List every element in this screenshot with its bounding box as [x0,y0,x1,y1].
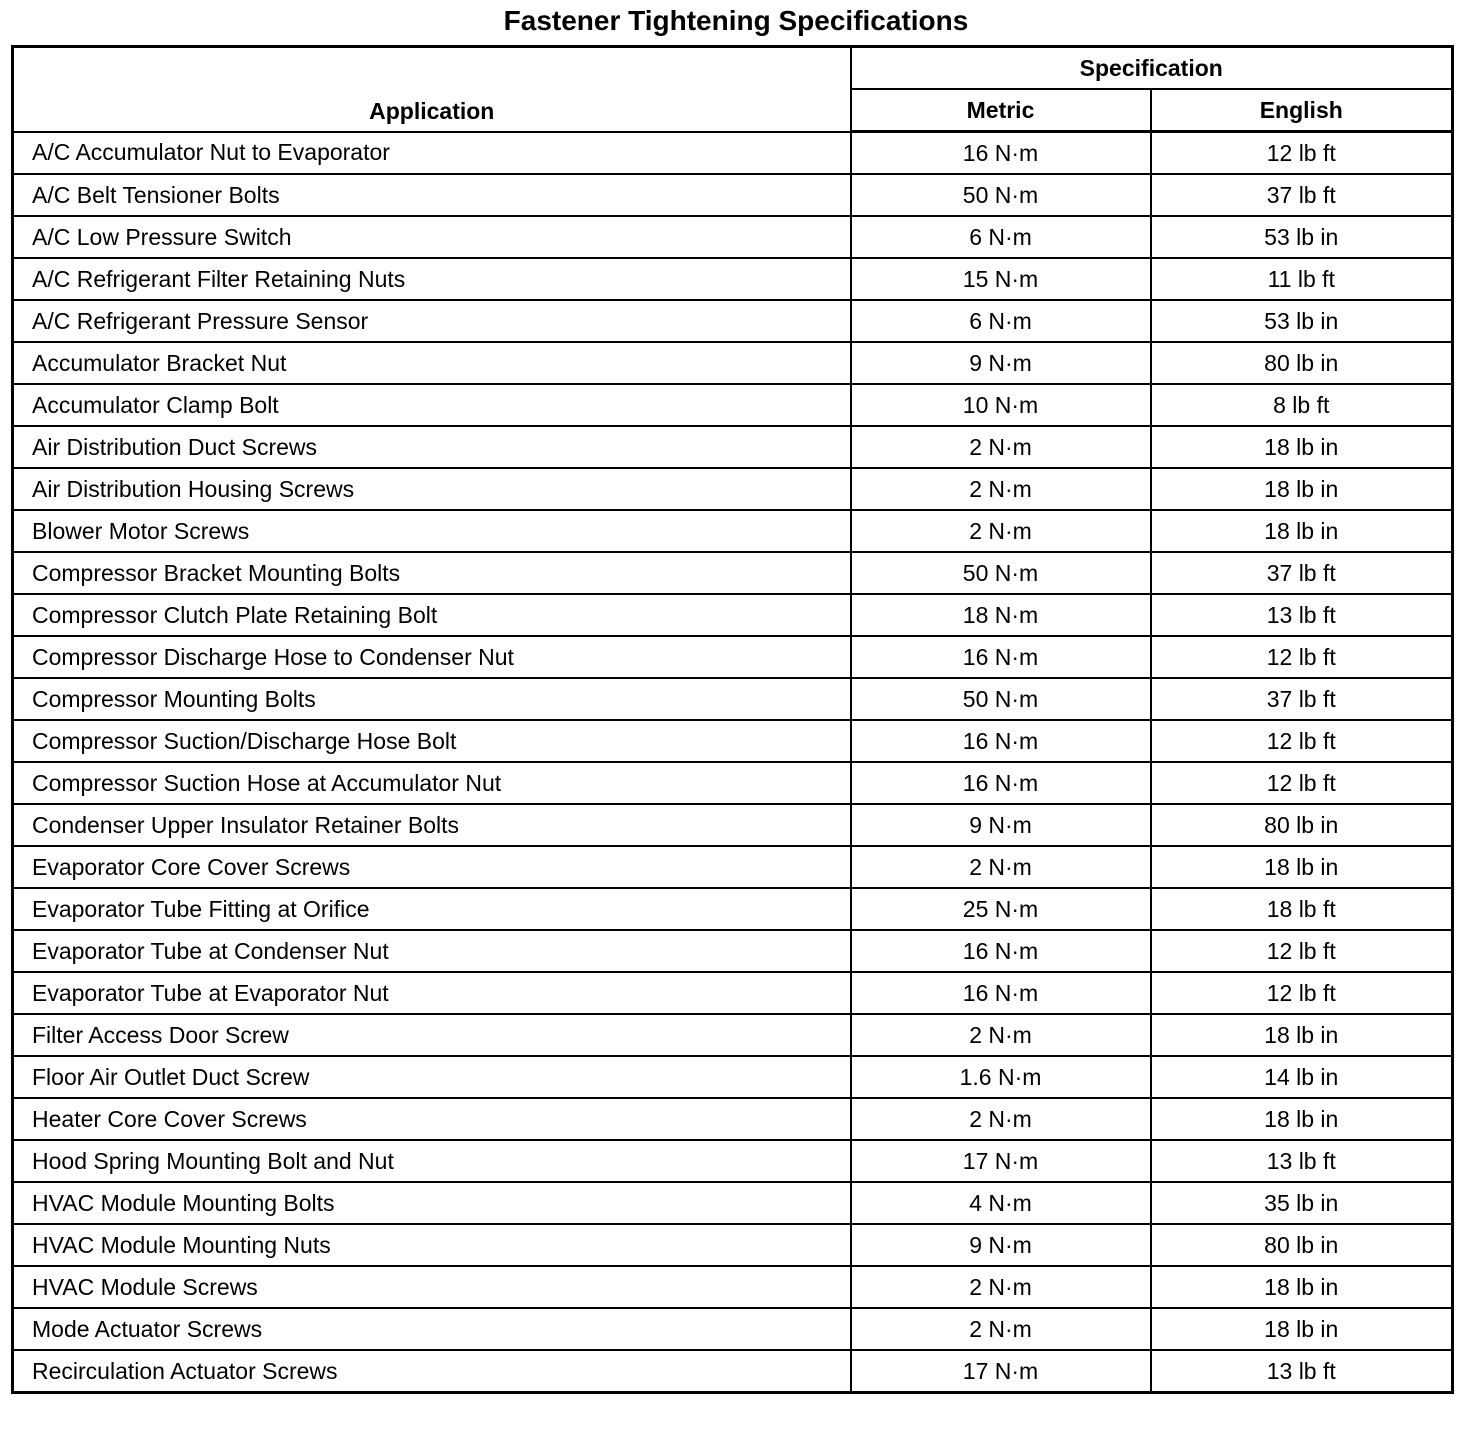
table-row [13,468,1453,510]
metric-cell: 1.6 N·m [851,1056,1151,1098]
english-cell: 37 lb ft [1151,552,1453,594]
table-row [13,1140,1453,1182]
english-cell: 80 lb in [1151,1224,1453,1266]
application-cell: Compressor Suction/Discharge Hose Bolt [13,720,851,762]
english-cell: 37 lb ft [1151,174,1453,216]
english-cell: 13 lb ft [1151,1350,1453,1393]
fastener-spec-table [11,45,1454,1394]
table-row [13,1014,1453,1056]
table-row [13,888,1453,930]
metric-cell: 2 N·m [851,426,1151,468]
english-cell: 13 lb ft [1151,1140,1453,1182]
table-row [13,342,1453,384]
application-cell: A/C Accumulator Nut to Evaporator [13,132,851,175]
application-cell: Air Distribution Duct Screws [13,426,851,468]
metric-cell: 17 N·m [851,1140,1151,1182]
table-row [13,258,1453,300]
table-row [13,636,1453,678]
metric-cell: 16 N·m [851,930,1151,972]
table-row [13,510,1453,552]
table-row [13,720,1453,762]
metric-cell: 15 N·m [851,258,1151,300]
application-cell: Condenser Upper Insulator Retainer Bolts [13,804,851,846]
table-row [13,1308,1453,1350]
application-cell: HVAC Module Mounting Bolts [13,1182,851,1224]
table-row [13,384,1453,426]
english-cell: 12 lb ft [1151,636,1453,678]
table-row [13,846,1453,888]
header-english: English [1151,89,1453,132]
header-metric: Metric [851,89,1151,132]
table-row [13,972,1453,1014]
application-cell: Accumulator Clamp Bolt [13,384,851,426]
application-cell: Evaporator Tube at Condenser Nut [13,930,851,972]
metric-cell: 4 N·m [851,1182,1151,1224]
metric-cell: 2 N·m [851,1308,1151,1350]
metric-cell: 2 N·m [851,1266,1151,1308]
metric-cell: 16 N·m [851,762,1151,804]
application-cell: Heater Core Cover Screws [13,1098,851,1140]
metric-cell: 6 N·m [851,300,1151,342]
metric-cell: 50 N·m [851,552,1151,594]
english-cell: 13 lb ft [1151,594,1453,636]
english-cell: 18 lb in [1151,510,1453,552]
english-cell: 18 lb in [1151,1098,1453,1140]
application-cell: Evaporator Tube at Evaporator Nut [13,972,851,1014]
english-cell: 12 lb ft [1151,972,1453,1014]
metric-cell: 16 N·m [851,972,1151,1014]
table-row [13,174,1453,216]
table-row [13,1182,1453,1224]
english-cell: 12 lb ft [1151,720,1453,762]
application-cell: A/C Low Pressure Switch [13,216,851,258]
english-cell: 35 lb in [1151,1182,1453,1224]
english-cell: 12 lb ft [1151,930,1453,972]
application-cell: A/C Refrigerant Pressure Sensor [13,300,851,342]
table-row [13,594,1453,636]
table-row [13,804,1453,846]
application-cell: Blower Motor Screws [13,510,851,552]
table-row [13,1056,1453,1098]
english-cell: 8 lb ft [1151,384,1453,426]
application-cell: Evaporator Tube Fitting at Orifice [13,888,851,930]
metric-cell: 2 N·m [851,846,1151,888]
english-cell: 18 lb in [1151,426,1453,468]
application-cell: Accumulator Bracket Nut [13,342,851,384]
metric-cell: 2 N·m [851,1014,1151,1056]
application-cell: A/C Refrigerant Filter Retaining Nuts [13,258,851,300]
metric-cell: 10 N·m [851,384,1151,426]
table-row [13,1266,1453,1308]
application-cell: HVAC Module Mounting Nuts [13,1224,851,1266]
english-cell: 37 lb ft [1151,678,1453,720]
application-cell: Floor Air Outlet Duct Screw [13,1056,851,1098]
metric-cell: 2 N·m [851,510,1151,552]
metric-cell: 9 N·m [851,342,1151,384]
english-cell: 18 lb in [1151,468,1453,510]
english-cell: 53 lb in [1151,300,1453,342]
english-cell: 18 lb in [1151,1014,1453,1056]
metric-cell: 50 N·m [851,678,1151,720]
table-row [13,1224,1453,1266]
metric-cell: 25 N·m [851,888,1151,930]
application-cell: Filter Access Door Screw [13,1014,851,1056]
table-row [13,552,1453,594]
metric-cell: 16 N·m [851,132,1151,175]
english-cell: 12 lb ft [1151,132,1453,175]
table-row [13,216,1453,258]
header-specification: Specification [851,47,1453,90]
application-cell: Mode Actuator Screws [13,1308,851,1350]
metric-cell: 6 N·m [851,216,1151,258]
table-header [13,47,1453,132]
table-row [13,762,1453,804]
metric-cell: 2 N·m [851,468,1151,510]
application-cell: Hood Spring Mounting Bolt and Nut [13,1140,851,1182]
english-cell: 11 lb ft [1151,258,1453,300]
metric-cell: 9 N·m [851,804,1151,846]
english-cell: 53 lb in [1151,216,1453,258]
application-cell: Recirculation Actuator Screws [13,1350,851,1393]
application-cell: Compressor Mounting Bolts [13,678,851,720]
page-title: Fastener Tightening Specifications [503,5,969,36]
table-row [13,1350,1453,1393]
english-cell: 18 lb ft [1151,888,1453,930]
header-application: Application [13,47,851,132]
application-cell: Compressor Suction Hose at Accumulator Nut [13,762,851,804]
table-row [13,426,1453,468]
table-body [13,132,1453,1393]
metric-cell: 18 N·m [851,594,1151,636]
english-cell: 18 lb in [1151,1266,1453,1308]
application-cell: Compressor Bracket Mounting Bolts [13,552,851,594]
english-cell: 14 lb in [1151,1056,1453,1098]
metric-cell: 50 N·m [851,174,1151,216]
table-row [13,300,1453,342]
table-row [13,930,1453,972]
application-cell: Compressor Clutch Plate Retaining Bolt [13,594,851,636]
metric-cell: 16 N·m [851,636,1151,678]
english-cell: 80 lb in [1151,342,1453,384]
application-cell: Air Distribution Housing Screws [13,468,851,510]
metric-cell: 16 N·m [851,720,1151,762]
english-cell: 80 lb in [1151,804,1453,846]
application-cell: Compressor Discharge Hose to Condenser Nut [13,636,851,678]
metric-cell: 9 N·m [851,1224,1151,1266]
application-cell: HVAC Module Screws [13,1266,851,1308]
table-row [13,1098,1453,1140]
english-cell: 18 lb in [1151,1308,1453,1350]
metric-cell: 17 N·m [851,1350,1151,1393]
application-cell: A/C Belt Tensioner Bolts [13,174,851,216]
english-cell: 18 lb in [1151,846,1453,888]
application-cell: Evaporator Core Cover Screws [13,846,851,888]
english-cell: 12 lb ft [1151,762,1453,804]
table-row [13,132,1453,175]
metric-cell: 2 N·m [851,1098,1151,1140]
table-row [13,678,1453,720]
